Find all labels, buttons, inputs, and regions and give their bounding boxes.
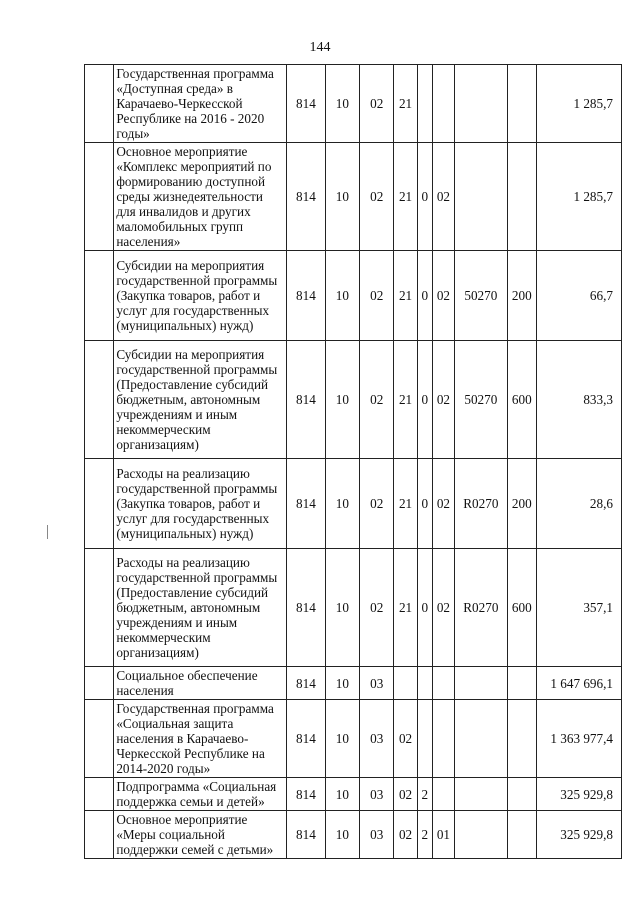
code-cell-c1: 814 [287,65,325,143]
code-cell-c4: 21 [394,341,417,459]
code-cell-c8: 600 [507,549,536,667]
budget-table-body [85,65,622,859]
code-cell-c3: 03 [360,778,394,811]
amount-cell: 357,1 [536,549,621,667]
code-cell-c5: 0 [417,549,432,667]
code-cell-c2: 10 [325,667,359,700]
code-cell-c5: 0 [417,459,432,549]
code-cell-c3: 03 [360,700,394,778]
code-cell-c8 [507,143,536,251]
amount-cell: 1 285,7 [536,65,621,143]
code-cell-c6: 02 [432,143,454,251]
code-cell-c7 [455,700,508,778]
code-cell-c1: 814 [287,549,325,667]
code-cell-c8 [507,65,536,143]
code-cell-c5: 0 [417,341,432,459]
code-cell-c6 [432,778,454,811]
code-cell-c6 [432,700,454,778]
code-cell-c8 [507,667,536,700]
code-cell-c4: 02 [394,778,417,811]
row-number-cell [85,811,114,859]
code-cell-c5: 2 [417,811,432,859]
code-cell-c3: 03 [360,667,394,700]
table-row [85,341,622,459]
amount-cell: 66,7 [536,251,621,341]
budget-table [84,64,622,859]
code-cell-c4: 21 [394,65,417,143]
code-cell-c3: 03 [360,811,394,859]
row-name-cell: Расходы на реализацию государственной программы (Предоставление субсидий бюджетным, автономным учреждениям и иным некоммерческим организациям) [114,549,287,667]
code-cell-c7: 50270 [455,341,508,459]
code-cell-c8 [507,811,536,859]
code-cell-c8: 600 [507,341,536,459]
code-cell-c6: 02 [432,341,454,459]
code-cell-c8 [507,700,536,778]
code-cell-c8: 200 [507,459,536,549]
row-name-cell: Субсидии на мероприятия государственной программы (Закупка товаров, работ и услуг для государственных (муниципальных) нужд) [114,251,287,341]
code-cell-c1: 814 [287,778,325,811]
table-row [85,65,622,143]
code-cell-c7 [455,667,508,700]
row-number-cell [85,459,114,549]
code-cell-c2: 10 [325,811,359,859]
row-name-cell: Основное мероприятие «Комплекс мероприятий по формированию доступной среды жизнедеятельности для инвалидов и других маломобильных групп населения» [114,143,287,251]
code-cell-c4 [394,667,417,700]
code-cell-c3: 02 [360,459,394,549]
code-cell-c6: 01 [432,811,454,859]
code-cell-c1: 814 [287,700,325,778]
code-cell-c7 [455,778,508,811]
code-cell-c3: 02 [360,143,394,251]
code-cell-c2: 10 [325,700,359,778]
code-cell-c1: 814 [287,811,325,859]
table-row [85,778,622,811]
code-cell-c2: 10 [325,65,359,143]
code-cell-c3: 02 [360,341,394,459]
row-name-cell: Государственная программа «Социальная защита населения в Карачаево-Черкесской Республике на 2014-2020 годы» [114,700,287,778]
code-cell-c1: 814 [287,341,325,459]
code-cell-c4: 02 [394,700,417,778]
code-cell-c4: 21 [394,251,417,341]
amount-cell: 833,3 [536,341,621,459]
code-cell-c1: 814 [287,251,325,341]
code-cell-c2: 10 [325,778,359,811]
code-cell-c2: 10 [325,251,359,341]
code-cell-c6: 02 [432,251,454,341]
code-cell-c2: 10 [325,459,359,549]
code-cell-c2: 10 [325,549,359,667]
code-cell-c7: R0270 [455,549,508,667]
margin-mark [47,525,48,539]
code-cell-c6: 02 [432,459,454,549]
table-row [85,143,622,251]
code-cell-c4: 21 [394,143,417,251]
amount-cell: 1 363 977,4 [536,700,621,778]
amount-cell: 325 929,8 [536,778,621,811]
code-cell-c7 [455,143,508,251]
code-cell-c8 [507,778,536,811]
code-cell-c6: 02 [432,549,454,667]
row-number-cell [85,143,114,251]
row-number-cell [85,667,114,700]
row-name-cell: Государственная программа «Доступная среда» в Карачаево-Черкесской Республике на 2016 - 2020 годы» [114,65,287,143]
row-number-cell [85,549,114,667]
table-row [85,251,622,341]
code-cell-c4: 02 [394,811,417,859]
code-cell-c1: 814 [287,459,325,549]
amount-cell: 28,6 [536,459,621,549]
row-number-cell [85,251,114,341]
code-cell-c8: 200 [507,251,536,341]
row-number-cell [85,700,114,778]
code-cell-c6 [432,65,454,143]
code-cell-c7 [455,65,508,143]
row-number-cell [85,65,114,143]
row-number-cell [85,341,114,459]
row-name-cell: Социальное обеспечение населения [114,667,287,700]
code-cell-c7: R0270 [455,459,508,549]
code-cell-c2: 10 [325,143,359,251]
code-cell-c5: 2 [417,778,432,811]
code-cell-c5 [417,667,432,700]
table-row [85,700,622,778]
code-cell-c5 [417,700,432,778]
code-cell-c6 [432,667,454,700]
code-cell-c5: 0 [417,143,432,251]
code-cell-c5: 0 [417,251,432,341]
code-cell-c3: 02 [360,65,394,143]
amount-cell: 1 647 696,1 [536,667,621,700]
row-name-cell: Расходы на реализацию государственной программы (Закупка товаров, работ и услуг для государственных (муниципальных) нужд) [114,459,287,549]
code-cell-c4: 21 [394,549,417,667]
table-row [85,667,622,700]
code-cell-c2: 10 [325,341,359,459]
code-cell-c7 [455,811,508,859]
page-number: 144 [309,40,331,55]
table-row [85,459,622,549]
code-cell-c5 [417,65,432,143]
table-row [85,811,622,859]
amount-cell: 325 929,8 [536,811,621,859]
row-name-cell: Основное мероприятие «Меры социальной поддержки семей с детьми» [114,811,287,859]
code-cell-c4: 21 [394,459,417,549]
row-number-cell [85,778,114,811]
code-cell-c7: 50270 [455,251,508,341]
code-cell-c1: 814 [287,143,325,251]
amount-cell: 1 285,7 [536,143,621,251]
code-cell-c1: 814 [287,667,325,700]
table-row [85,549,622,667]
row-name-cell: Подпрограмма «Социальная поддержка семьи и детей» [114,778,287,811]
code-cell-c3: 02 [360,549,394,667]
code-cell-c3: 02 [360,251,394,341]
row-name-cell: Субсидии на мероприятия государственной программы (Предоставление субсидий бюджетным, автономным учреждениям и иным некоммерческим организациям) [114,341,287,459]
